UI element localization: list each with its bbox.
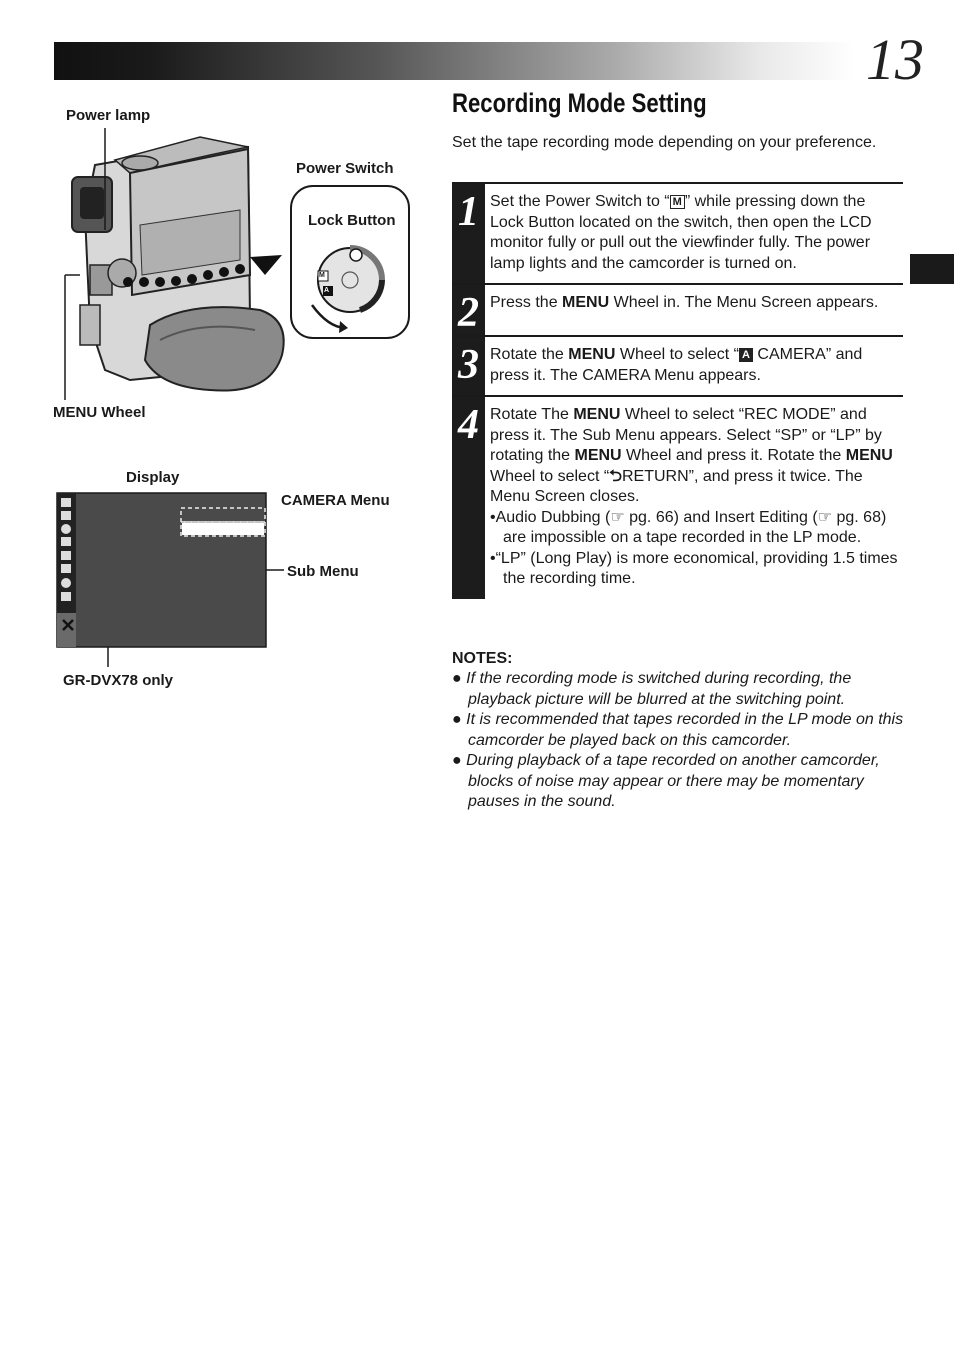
step-text: Rotate the MENU Wheel to select “ A CAMERA” and press it. The CAMERA Menu appears.: [490, 346, 863, 384]
reference-icon: ☞: [817, 508, 833, 526]
step-2: [452, 283, 903, 335]
step-1: [452, 182, 903, 283]
notes-title: NOTES:: [452, 650, 513, 667]
label-sub-menu: Sub Menu: [287, 563, 359, 580]
step-number: 1: [452, 184, 485, 283]
step-text: Set the Power Switch to “ M ” while pressing down the Lock Button located on the switch, then open the LCD monitor fully or pull out the viewfinder fully. The power lamp lights and the camcorder is turned on.: [490, 193, 872, 272]
manual-mode-icon: M: [670, 195, 685, 209]
label-power-lamp: Power lamp: [66, 107, 151, 124]
note-item: ● During playback of a tape recorded on another camcorder, blocks of noise may appear or there may be momentary pauses in the sound.: [452, 752, 880, 810]
section-title: Recording Mode Setting: [452, 88, 707, 118]
step-number: 2: [452, 285, 485, 335]
return-icon: ⮌: [609, 467, 622, 485]
label-camera-menu: CAMERA Menu: [281, 492, 390, 509]
step-text: Rotate The MENU Wheel to select “REC MODE” and press it. The Sub Menu appears. Select “SP” or “LP” by rotating the MENU Wheel and press it. Rotate the MENU Wheel to select “⮌RETURN”, and press it twice. The Menu Screen closes. •Audio Dubbing (☞ pg. 66) and Insert Editing (☞ pg. 68) are impossible on a tape recorded in the LP mode. •“LP” (Long Play) is more economical, providing 1.5 times the recording time.: [485, 397, 903, 599]
label-model-note: GR-DVX78 only: [63, 672, 174, 689]
label-power-switch: Power Switch: [296, 160, 394, 177]
step-3: [452, 335, 903, 395]
notes-section: [452, 650, 904, 813]
step-bullet: •“LP” (Long Play) is more economical, providing 1.5 times the recording time.: [490, 549, 898, 587]
camera-menu-icon: A: [739, 348, 753, 362]
step-number: 3: [452, 337, 485, 395]
label-lock-button: Lock Button: [308, 212, 396, 229]
note-item: ● If the recording mode is switched during recording, the playback picture will be blurred at the switching point.: [452, 670, 852, 708]
section-intro: Set the tape recording mode depending on your preference.: [452, 134, 877, 151]
step-number: 4: [452, 397, 485, 599]
switch-mark-m: M: [319, 272, 325, 279]
reference-icon: ☞: [610, 508, 625, 526]
steps-list: [452, 182, 903, 601]
note-item: ● It is recommended that tapes recorded in the LP mode on this camcorder be played back on this camcorder.: [452, 711, 904, 749]
step-bullet: •Audio Dubbing (☞ pg. 66) and Insert Editing (☞ pg. 68) are impossible on a tape recorded in the LP mode.: [490, 508, 887, 546]
switch-mark-a: A: [324, 287, 330, 294]
label-menu-wheel: MENU Wheel: [53, 404, 146, 421]
close-icon: [62, 619, 74, 631]
power-switch-dial-icon: [290, 185, 410, 340]
label-display: Display: [126, 469, 180, 486]
step-text: Press the MENU Wheel in. The Menu Screen appears.: [490, 294, 879, 311]
page-number: 13: [866, 27, 924, 92]
step-4: [452, 395, 903, 601]
lcd-display-icon: [57, 493, 266, 647]
